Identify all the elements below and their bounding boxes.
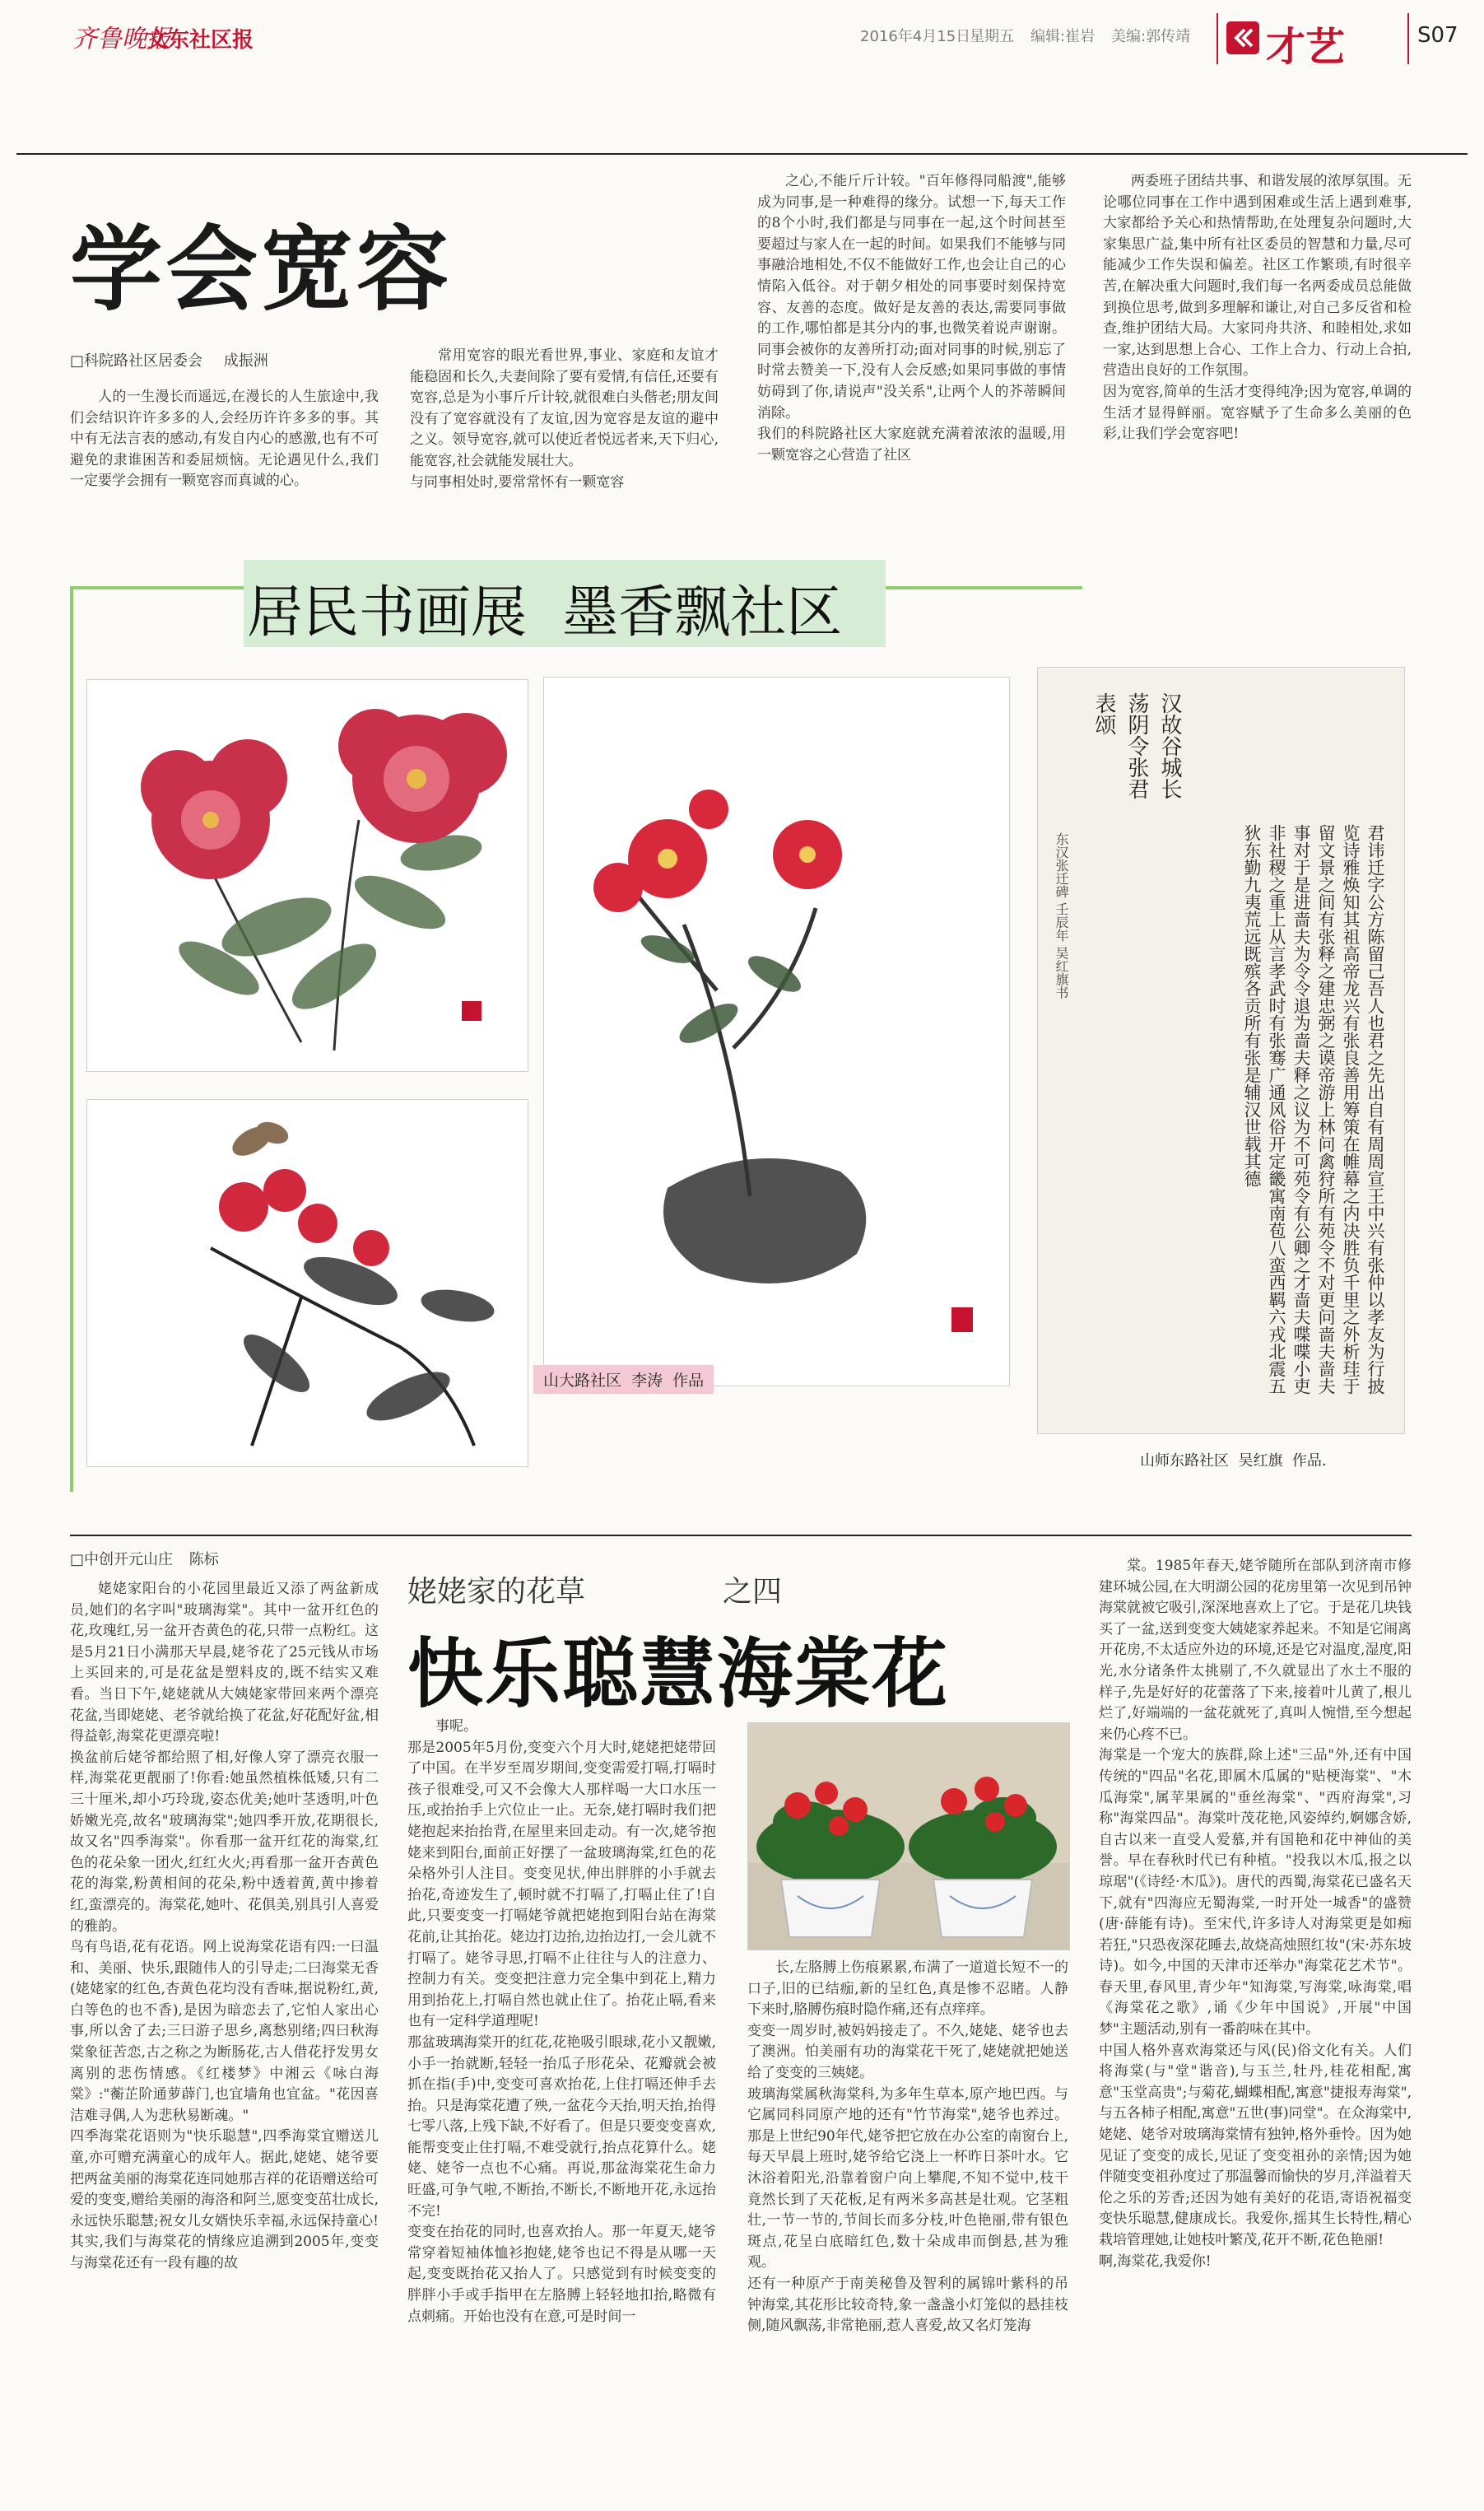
- calligraphy-scroll: [1037, 667, 1405, 1434]
- section-divider-left: [1217, 13, 1218, 64]
- exhibition-frame-left: [70, 586, 73, 1492]
- camellia-butterfly-painting: [86, 1099, 528, 1467]
- byline-author: 陈标: [188, 1551, 219, 1568]
- peony-painting: [86, 679, 528, 1072]
- article2-column-3: [747, 1958, 1068, 2495]
- paragraph: 事呢。 那是2005年5月份,变变六个月大时,姥姥把姥带回了中国。在半岁至周岁期间,变变需爱打嗝,打嗝时孩子很难受,可又不会像大人那样喝一大口水压一压,或抬抬手上穴位止一止。无奈,姥打嗝时我们把姥抱起来抬抬背,在屋里来回走动。有一次,姥爷抱姥来到阳台,面前正好摆了一盆玻璃海棠,红色的花朵格外引人注目。变变见状,伸出胖胖的小手就去抬花,奇迹发生了,顿时就不打嗝了,打嗝止住了!自此,只要变变一打嗝姥爷就把姥抱到阳台站在海棠花前,让其抬花。姥边打边抬,边抬边打,一会儿就不打嗝了。姥爷寻思,打嗝不止往往与人的注意力、控制力有关。变变把注意力完全集中到花上,精力用到抬花上,打嗝自然也就止住了。抬花止嗝,看来也有一定科学道理呢! 那盆玻璃海棠开的红花,花艳吸引眼球,花小又靓嫩,小手一抬就断,轻轻一抬瓜子形花朵、花瓣就会被抓在指(手)中,变变可喜欢抬花,上住打嗝还伸手去抬。只是海棠花遭了殃,一盆花今天抬,明天抬,抬得七零八落,上残下缺,不好看了。但是只要变变喜欢,能帮变变止住打嗝,不难受就行,抬点花算什么。姥姥、姥爷一点也不心痛。再说,那盆海棠花生命力旺盛,可争气啦,不断抬,不断长,不断地开花,永远抬不完! 变变在抬花的同时,也喜欢抬人。那一年夏天,姥爷常穿着短袖体恤衫抱姥,姥爷也记不得是从哪一天起,变变既抬花又抬人了。只感觉到有时候变变的胖胖小手或手指甲在左胳膊上轻轻地扣抬,略微有点刺痛。开始也没有在意,可是时间一: [407, 1718, 716, 2325]
- series-label: 姥姥家的花草: [407, 1575, 586, 1609]
- article2-column-2: [407, 1717, 716, 2495]
- byline-org: □科院路社区居委会: [70, 352, 203, 370]
- designer-credit: 美编:郭传靖: [1111, 28, 1191, 45]
- exhibition-caption-1: 山大路社区 李涛 作品: [533, 1365, 714, 1394]
- article1-title: 学会宽容: [70, 216, 452, 324]
- article1-column-2: [410, 346, 719, 543]
- calligraphy-body: 君讳迁字公方陈留己吾人也君之先出自有周周宣王中兴有张仲以孝友为行披览诗雅焕知其祖高帝龙兴有张良善用筹策在帷幕之内决胜负千里之外析珪于留文景之间有张释之建忠弼之谟帝游上林问禽狩所有苑令不对更问啬夫啬夫事对于是进啬夫为令令退为啬夫释之议为不可苑令有公卿之才啬夫喋喋小吏非社稷之重上从言孝武时有张骞广通风俗开定畿寓南苞八蛮西羁六戎北震五狄东勤九夷荒远既殡各贡所有张是辅汉世载其德: [1242, 824, 1385, 1395]
- article2-column-4: [1099, 1556, 1412, 2495]
- section-divider-right: [1407, 13, 1409, 64]
- paper-logo: 齐鲁晚报: [72, 25, 171, 54]
- article1-column-3: [757, 171, 1066, 543]
- article2-byline: [70, 1548, 219, 1569]
- paragraph: 之心,不能斤斤计较。"百年修得同船渡",能够成为同事,是一种难得的缘分。试想一下,每天工作的8个小时,我们都是与同事在一起,这个时间甚至要超过与家人在一起的时间。如果我们不能够与同事融洽地相处,不仅不能做好工作,也会让自己的心情陷入低谷。对于朝夕相处的同事要时刻保持宽容、友善的态度。做好是友善的表达,需要同事做的工作,哪怕都是其分内的事,也微笑着说声谢谢。同事会被你的友善所打动;面对同事的时候,别忘了时常去赞美一下,没有人会反感;如果同事做的事情妨碍到了你,请说声"没关系",让两个人的芥蒂瞬间消除。 我们的科院路社区大家庭就充满着浓浓的温暖,用一颗宽容之心营造了社区: [757, 173, 1066, 464]
- edition-name: 文东社区报: [147, 28, 254, 53]
- paragraph: 姥姥家阳台的小花园里最近又添了两盆新成员,她们的名字叫"玻璃海棠"。其中一盆开红色的花,玫瑰红,另一盆开杏黄色的花,只带一点粉红。这是5月21日小满那天早晨,姥爷花了25元钱从市场上买回来的,可是花盆是塑料皮的,既不结实又难看。当日下午,姥姥就从大姨姥家带回来两个漂亮花盆,当即姥姥、老爷就给换了花盆,好花配好盆,相得益彰,海棠花更漂亮啦! 换盆前后姥爷都给照了相,好像人穿了漂亮衣服一样,海棠花更靓丽了!你看:她虽然植株低矮,只有二三十厘米,却小巧玲珑,姿态优美;她叶茎透明,叶色娇嫩光亮,故名"玻璃海棠";她四季开放,花期很长,故又名"四季海棠"。你看那一盆开红花的海棠,红色的花朵象一团火,红红火火;再看那一盆开杏黄色花的海棠,粉黄相间的花朵,粉中透着黄,黄中掺着红,蛮漂亮的。海棠花,她叶、花俱美,别具引人喜爱的雅韵。 鸟有鸟语,花有花语。网上说海棠花语有四:一曰温和、美丽、快乐,跟随伟人的引导走;二曰海棠无香(姥姥家的红色,杏黄色花均没有香味,据说粉红,黄,白等色的也不香),是因为暗恋去了,它怕人家出心事,所以舍了去;三曰游子思乡,离愁别绪;四曰秋海棠象征苦恋,古之称之为断肠花,古人借花抒发男女离别的悲伤情感。《红楼梦》中湘云《咏白海棠》:"蘅芷阶通萝薜门,也宜墙角也宜盆。"花因喜洁难寻偶,人为悲秋易断魂。" 四季海棠花语则为"快乐聪慧",四季海棠宜赠送儿童,亦可赠充满童心的成年人。据此,姥姥、姥爷要把两盆美丽的海棠花连同她那吉祥的花语赠送给可爱的变变,赠给美丽的海洛和阿兰,愿变变茁壮成长,永远快乐聪慧;祝女儿女婿快乐幸福,永远保持童心! 其实,我们与海棠花的情缘应追溯到2005年,变变与海棠花还有一段有趣的故: [70, 1581, 379, 2271]
- issue-date: 2016年4月15日: [860, 28, 971, 45]
- editor-credit: 编辑:崔岩: [1030, 28, 1096, 45]
- exhibition-caption-2: 山师东路社区 吴红旗 作品.: [1140, 1452, 1327, 1470]
- masthead-rule: [16, 153, 1468, 155]
- calligraphy-signature: 东汉张迁碑 壬辰年 吴红旗书: [1054, 832, 1069, 999]
- paragraph: 棠。1985年春天,姥爷随所在部队到济南市修建环城公园,在大明湖公园的花房里第一次见到吊钟海棠就被它吸引,深深地喜欢上了它。于是花几块钱买了一盆,送到变变大姨姥家养起来。不知是它闹离开花房,不太适应外边的环境,还是它对温度,湿度,阳光,水分诸条件太挑剔了,不久就显出了水土不服的样子,先是好好的花蕾落了下来,接着叶儿黄了,根儿烂了,好端端的一盆花就死了,真叫人惋惜,至今想起来仍心疼不已。 海棠是一个宠大的族群,除上述"三品"外,还有中国传统的"四品"名花,即属木瓜属的"贴梗海棠"、"木瓜海棠",属苹果属的"垂丝海棠"、"西府海棠",习称"海棠四品"。海棠叶茂花艳,风姿绰约,婀娜含娇,自古以来一直受人爱慕,并有国艳和花中神仙的美誉。早在春秋时代已有种植。"投我以木瓜,报之以琼琚"(《诗经·木瓜》)。唐代的西蜀,海棠花已盛名天下,就有"四海应无蜀海棠,一时开处一城香"的盛赞(唐·薛能有诗)。至宋代,许多诗人对海棠更是如痴若狂,"只恐夜深花睡去,故烧高烛照红妆"(宋·苏东坡诗)。如今,中国的天津市还举办"海棠花艺术节"。春天里,春风里,青少年"知海棠,写海棠,咏海棠,唱《海棠花之歌》,诵《少年中国说》,开展"中国梦"主题活动,别有一番韵味在其中。 中国人格外喜欢海棠还与风(民)俗文化有关。人们将海棠(与"堂"谐音),与玉兰,牡丹,桂花相配,寓意"玉堂高贵";与菊花,蝴蝶相配,寓意"捷报寿海棠",与五各柿子相配,寓意"五世(事)同堂"。在众海棠中,姥姥、姥爷对玻璃海棠情有独钟,格外垂怜。因为她见证了变变的成长,见证了变变祖孙的亲情;因为她伴随变变祖孙度过了那温馨而愉快的岁月,洋溢着天伦之乐的芳香;还因为她有美好的花语,寄语祝福变变快乐聪慧,健康成长。我爱你,摇其生长特性,精心栽培管理她,让她枝叶繁茂,花开不断,花色艳丽! 啊,海棠花,我爱你!: [1099, 1558, 1412, 2270]
- masthead: [0, 0, 1484, 78]
- paragraph: 人的一生漫长而遥远,在漫长的人生旅途中,我们会结识许许多多的人,会经历许许多多的事。其中有无法言表的感动,有发自内心的感激,也有不可避免的隶谁困苦和委屈烦恼。无论遇见什么,我们一定要学会拥有一颗宽容而真诚的心。: [70, 389, 379, 490]
- article2-title: 快乐聪慧海棠花: [407, 1629, 950, 1718]
- begonia-photo: [747, 1722, 1070, 1950]
- paragraph: 长,左胳膊上伤痕累累,布满了一道道长短不一的口子,旧的已结痂,新的呈红色,真是惨不忍睹。人静下来时,胳膊伤痕时隐作痛,还有点痒痒。 变变一周岁时,被妈妈接走了。不久,姥姥、姥爷也去了澳洲。怕美丽有功的海棠花干死了,姥姥就把她送给了变变的三姨姥。 玻璃海棠属秋海棠科,为多年生草本,原产地巴西。与它属同科同原产地的还有"竹节海棠",姥爷也养过。那是上世纪90年代,姥爷把它放在办公室的南窗台上,每天早晨上班时,姥爷给它浇上一杯昨日茶叶水。它沐浴着阳光,沿靠着窗户向上攀爬,不知不觉中,枝干竟然长到了天花板,足有两米多高甚是壮观。它茎粗壮,一节一节的,节间长而多分枝,叶色艳丽,带有银色斑点,花呈白底暗红色,数十朵成串而倒悬,甚为雅观。 还有一种原产于南美秘鲁及智利的属锦叶紫科的吊钟海棠,其花形比较奇特,象一盏盏小灯笼似的悬挂枝侧,随风飘荡,非常艳丽,惹人喜爱,故又名灯笼海: [747, 1959, 1068, 2335]
- article1-column-1: [70, 387, 379, 543]
- byline-org: □中创开元山庄: [70, 1551, 174, 1568]
- section-rule: [70, 1535, 1412, 1536]
- double-chevron-icon: [1226, 21, 1259, 54]
- byline-author: 成振洲: [223, 352, 268, 370]
- paragraph: 两委班子团结共事、和谐发展的浓厚氛围。无论哪位同事在工作中遇到困难或生活上遇到难事,大家都给予关心和热情帮助,在处理复杂问题时,大家集思广益,集中所有社区委员的智慧和力量,尽可能减少工作失误和偏差。社区工作繁琐,有时很辛苦,在解决重大问题时,我们每一名两委成员总能做到换位思考,做到多理解和谦让,对自己多反省和检查,维护团结大局。大家同舟共济、和睦相处,求如一家,达到思想上合心、工作上合力、行动上合拍,营造出良好的工作氛围。 因为宽容,简单的生活才变得纯净;因为宽容,单调的生活才显得鲜丽。宽容赋予了生命多么美丽的色彩,让我们学会宽容吧!: [1103, 173, 1412, 443]
- article1-byline: [70, 349, 268, 370]
- series-number: 之四: [723, 1575, 783, 1609]
- paragraph: 常用宽容的眼光看世界,事业、家庭和友谊才能稳固和长久,夫妻间除了要有爱情,有信任,还要有宽容,总是为小事斤斤计较,就很难白头偕老;朋友间没有了宽容就没有了友谊,因为宽容是友谊的避中之义。领导宽容,就可以使近者悦远者来,天下归心,能宽容,社会就能发展壮大。 与同事相处时,要常常怀有一颗宽容: [410, 347, 719, 491]
- tall-camellia-painting: [543, 677, 1010, 1386]
- calligraphy-heading: 汉故谷城长荡阴令张君表颂: [1091, 692, 1182, 799]
- section-title: 才艺: [1266, 24, 1346, 70]
- page-number: S07: [1417, 23, 1458, 48]
- exhibition-title: 居民书画展 墨香飘社区: [247, 580, 843, 645]
- issue-weekday: 星期五: [970, 28, 1014, 45]
- article2-column-1: [70, 1579, 379, 2495]
- article1-column-4: [1103, 171, 1412, 533]
